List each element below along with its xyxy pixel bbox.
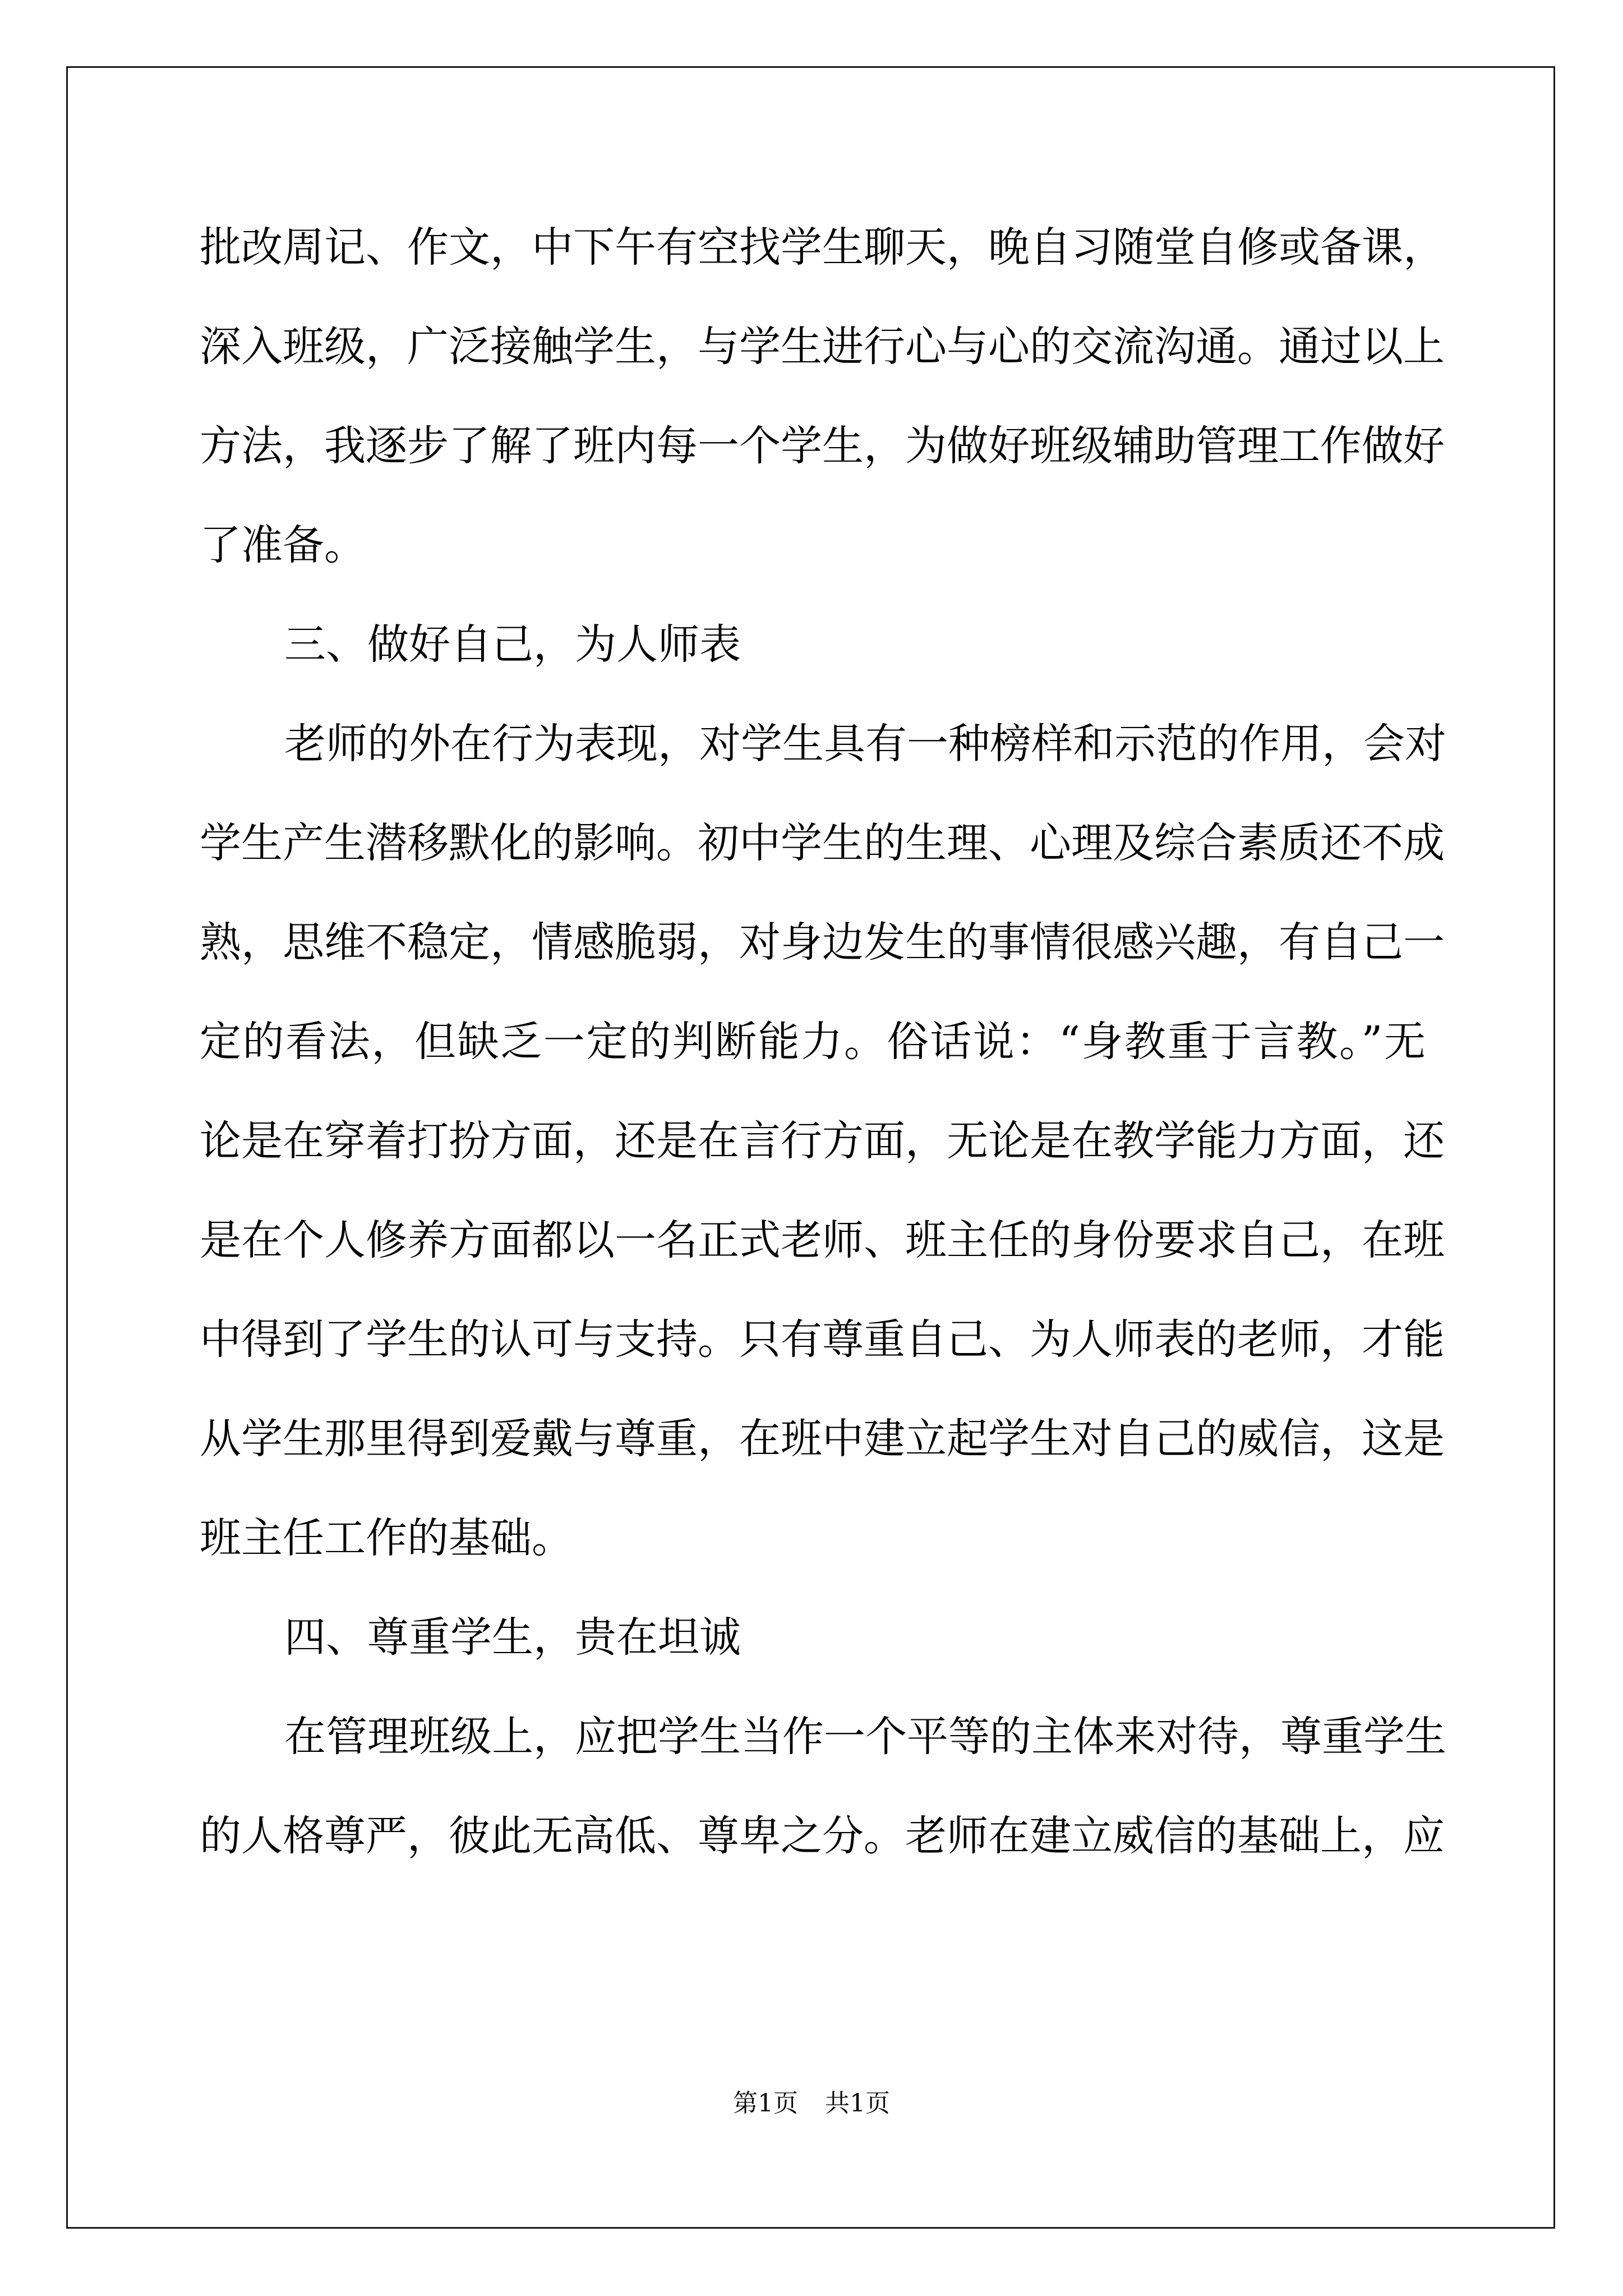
section-heading: 四、尊重学生，贵在坦诚 bbox=[284, 1613, 741, 1662]
text-line: 老师的外在行为表现，对学生具有一种榜样和示范的作用，会对 bbox=[284, 720, 1446, 768]
text-line: 的人格尊严，彼此无高低、尊卑之分。老师在建立威信的基础上，应 bbox=[200, 1812, 1445, 1860]
text-line: 深入班级，广泛接触学生，与学生进行心与心的交流沟通。通过以上 bbox=[200, 323, 1445, 371]
text-line: 在管理班级上，应把学生当作一个平等的主体来对待，尊重学生 bbox=[284, 1713, 1446, 1761]
text-line: 班主任工作的基础。 bbox=[200, 1514, 573, 1562]
document-body bbox=[200, 200, 1446, 1888]
text-line: 从学生那里得到爱戴与尊重，在班中建立起学生对自己的威信，这是 bbox=[200, 1415, 1445, 1463]
text-line: 是在个人修养方面都以一名正式老师、班主任的身份要求自己，在班 bbox=[200, 1216, 1445, 1264]
page-footer bbox=[0, 2087, 1623, 2120]
page-total: 共1页 bbox=[825, 2089, 890, 2118]
text-line: 论是在穿着打扮方面，还是在言行方面，无论是在教学能力方面，还 bbox=[200, 1117, 1445, 1165]
text-line: 定的看法，但缺乏一定的判断能力。俗话说：“身教重于言教。”无 bbox=[200, 1018, 1426, 1066]
page-number: 第1页 bbox=[733, 2089, 798, 2118]
text-line: 批改周记、作文，中下午有空找学生聊天，晚自习随堂自修或备课， bbox=[200, 223, 1445, 272]
text-line: 熟，思维不稳定，情感脆弱，对身边发生的事情很感兴趣，有自己一 bbox=[200, 918, 1445, 967]
text-line: 学生产生潜移默化的影响。初中学生的生理、心理及综合素质还不成 bbox=[200, 819, 1445, 867]
text-line: 中得到了学生的认可与支持。只有尊重自己、为人师表的老师，才能 bbox=[200, 1315, 1445, 1364]
text-line: 方法，我逐步了解了班内每一个学生，为做好班级辅助管理工作做好 bbox=[200, 422, 1445, 470]
text-line: 了准备。 bbox=[200, 521, 366, 569]
section-heading: 三、做好自己，为人师表 bbox=[284, 620, 741, 669]
